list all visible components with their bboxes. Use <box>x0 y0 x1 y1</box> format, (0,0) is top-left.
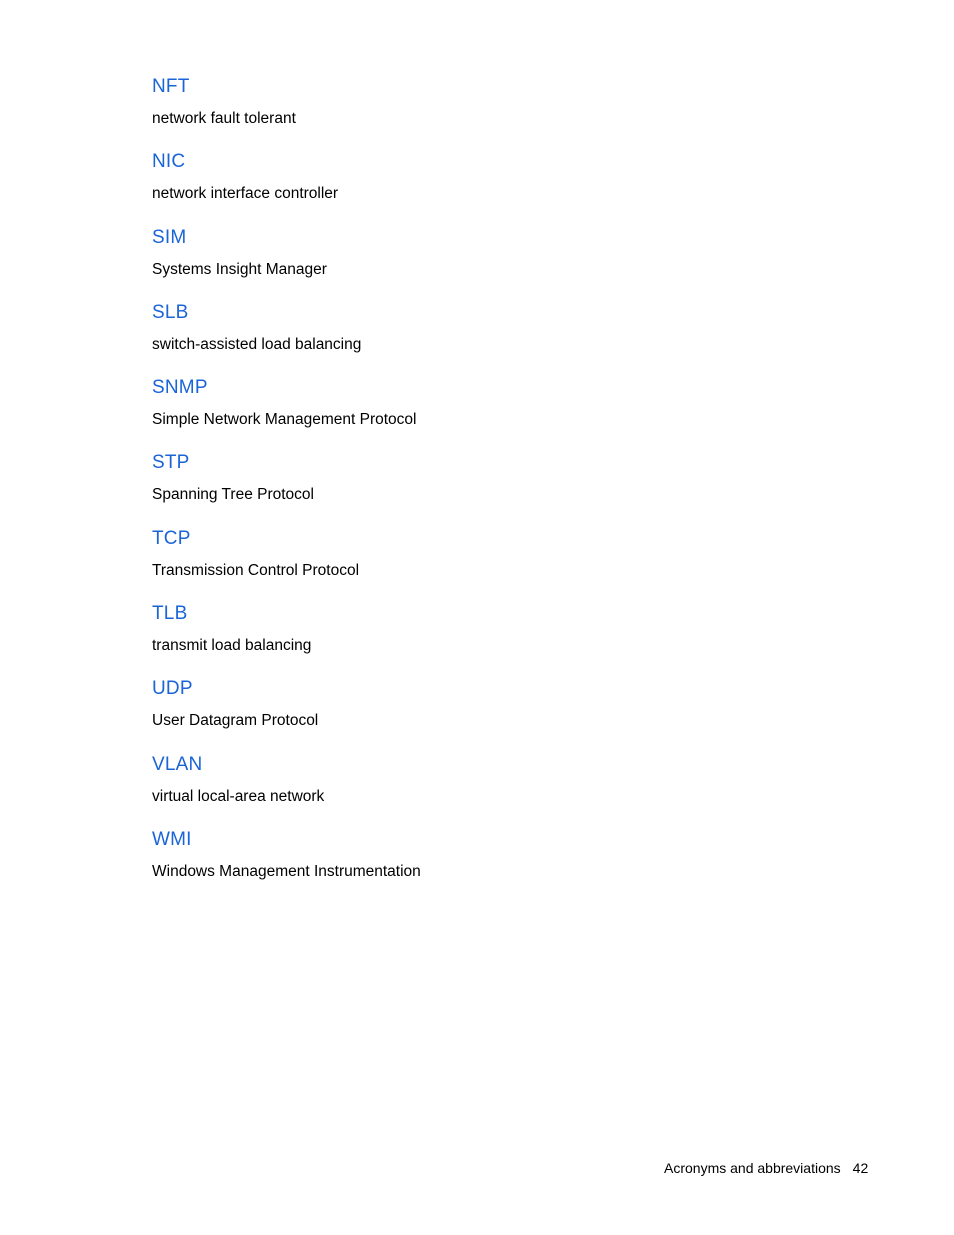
glossary-term: UDP <box>152 678 193 700</box>
glossary-term: SNMP <box>152 377 208 399</box>
glossary-entry <box>152 753 792 828</box>
glossary-entry <box>152 677 792 752</box>
glossary-entry <box>152 451 792 526</box>
glossary-term: TCP <box>152 527 191 549</box>
glossary-entry <box>152 376 792 451</box>
glossary-term: NIC <box>152 151 186 173</box>
glossary-term: NFT <box>152 76 190 97</box>
glossary-definition: Transmission Control Protocol <box>152 561 360 579</box>
footer-section-title: Acronyms and abbreviations <box>664 1160 841 1176</box>
glossary-definition: Spanning Tree Protocol <box>152 486 314 504</box>
page-footer <box>664 1158 868 1178</box>
glossary-list <box>152 75 792 903</box>
page-number: 42 <box>852 1160 869 1176</box>
glossary-term: WMI <box>152 828 192 850</box>
glossary-definition: switch-assisted load balancing <box>152 335 362 353</box>
glossary-term: VLAN <box>152 753 203 775</box>
glossary-definition: network interface controller <box>152 185 339 203</box>
glossary-entry <box>152 301 792 376</box>
glossary-definition: Windows Management Instrumentation <box>152 862 421 880</box>
glossary-term: SIM <box>152 226 187 248</box>
glossary-entry <box>152 828 792 903</box>
glossary-definition: Simple Network Management Protocol <box>152 411 417 429</box>
glossary-definition: transmit load balancing <box>152 637 312 655</box>
glossary-term: TLB <box>152 603 188 625</box>
glossary-definition: Systems Insight Manager <box>152 260 327 278</box>
glossary-entry <box>152 150 792 225</box>
glossary-definition: virtual local-area network <box>152 787 325 805</box>
glossary-entry <box>152 75 792 150</box>
glossary-definition: network fault tolerant <box>152 110 296 127</box>
glossary-entry <box>152 226 792 301</box>
glossary-entry <box>152 527 792 602</box>
glossary-term: SLB <box>152 301 189 323</box>
glossary-term: STP <box>152 452 190 474</box>
glossary-definition: User Datagram Protocol <box>152 712 319 730</box>
glossary-entry <box>152 602 792 677</box>
